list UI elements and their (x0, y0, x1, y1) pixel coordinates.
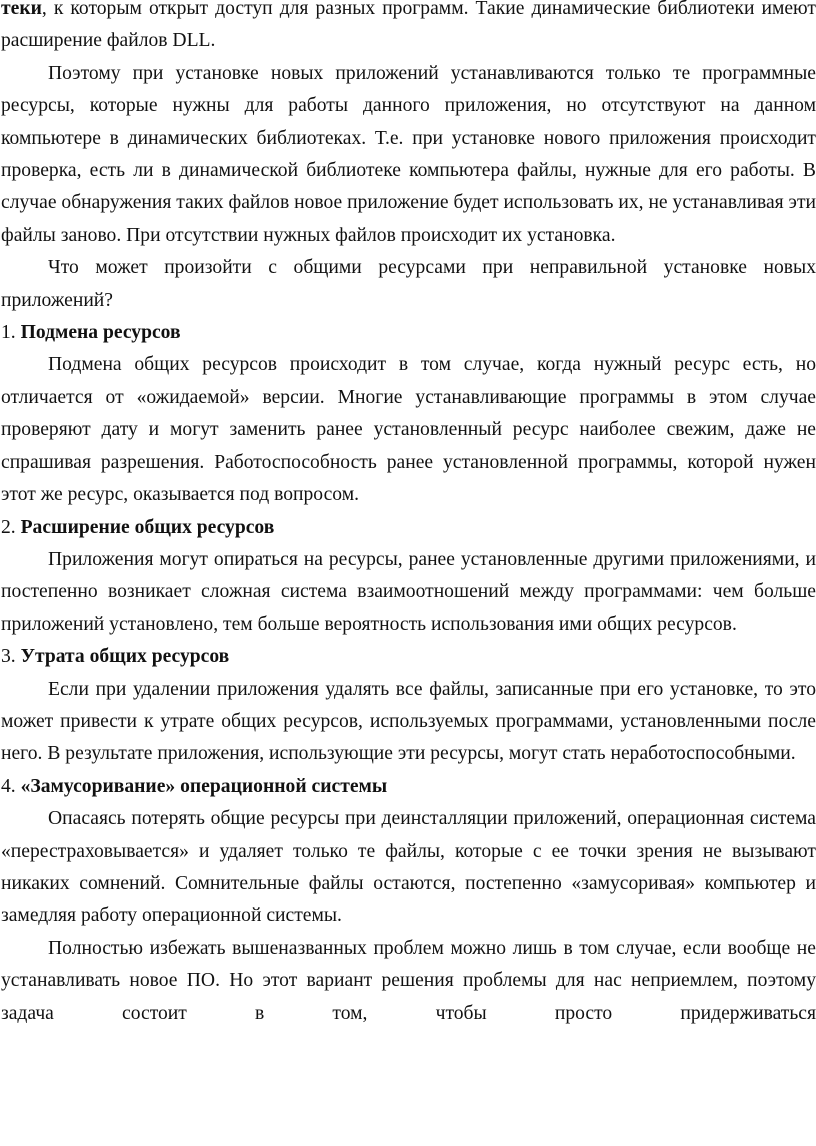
section-text-3: Если при удалении приложения удалять все файлы, записанные при его установке, то это может привести к утрате общих ресурсов, используемых программами, установленными после него. В результате приложения, использующие эти ресурсы, могут стать неработоспособными. (1, 678, 816, 765)
intro-text: , к которым открыт доступ для разных программ. Такие динамические библиотеки имеют расширение файлов DLL. (1, 0, 816, 52)
intro-term: теки (1, 0, 42, 19)
section-title: Утрата общих ресурсов (20, 646, 230, 668)
section-heading-2 (1, 512, 816, 544)
section-number: 3. (1, 646, 21, 668)
question-paragraph: Что может произойти с общими ресурсами при неправильной установке новых приложений? (1, 257, 816, 311)
install-paragraph: Поэтому при установке новых приложений устанавливаются только те программные ресурсы, которые нужны для работы данного приложения, но отсутствуют на данном компьютере в динамических библиотеках. Т.е. при установке нового приложения происходит проверка, есть ли в динамической библиотеке компьютера файлы, нужные для его работы. В случае обнаружения таких файлов новое приложение будет использовать их, не устанавливая эти файлы заново. При отсутствии нужных файлов происходит их установка. (1, 62, 816, 246)
section-number: 2. (1, 516, 21, 538)
section-title: Расширение общих ресурсов (20, 516, 275, 538)
section-heading-1 (1, 317, 816, 349)
closing-paragraph: Полностью избежать вышеназванных проблем можно лишь в том случае, если вообще не устанавливать новое ПО. Но этот вариант решения проблемы для нас неприемлем, поэтому задача состоит в том, чтобы просто придерживаться (1, 937, 816, 1024)
section-text-4: Опасаясь потерять общие ресурсы при деинсталляции приложений, операционная система «перестраховывается» и удаляет только те файлы, которые с ее точки зрения не вызывают никаких сомнений. Сомнительные файлы остаются, постепенно «замусоривая» компьютер и замедляя работу операционной системы. (1, 808, 816, 927)
section-heading-3 (1, 641, 816, 673)
section-title: «Замусоривание» операционной системы (20, 775, 388, 797)
section-title: Подмена ресурсов (20, 322, 181, 344)
intro-paragraph (1, 0, 816, 58)
section-number: 1. (1, 322, 21, 344)
section-heading-4 (1, 771, 816, 803)
section-text-2: Приложения могут опираться на ресурсы, ранее установленные другими приложениями, и постепенно возникает сложная система взаимоотношений между программами: чем больше приложений установлено, тем больше вероятность использования ими общих ресурсов. (1, 548, 816, 635)
section-text-1: Подмена общих ресурсов происходит в том случае, когда нужный ресурс есть, но отличается от «ожидаемой» версии. Многие устанавливающие программы в этом случае проверяют дату и могут заменить ранее установленный ресурс наиболее свежим, даже не спрашивая разрешения. Работоспособность ранее установленной программы, которой нужен этот же ресурс, оказывается под вопросом. (1, 354, 816, 506)
section-number: 4. (1, 775, 21, 797)
